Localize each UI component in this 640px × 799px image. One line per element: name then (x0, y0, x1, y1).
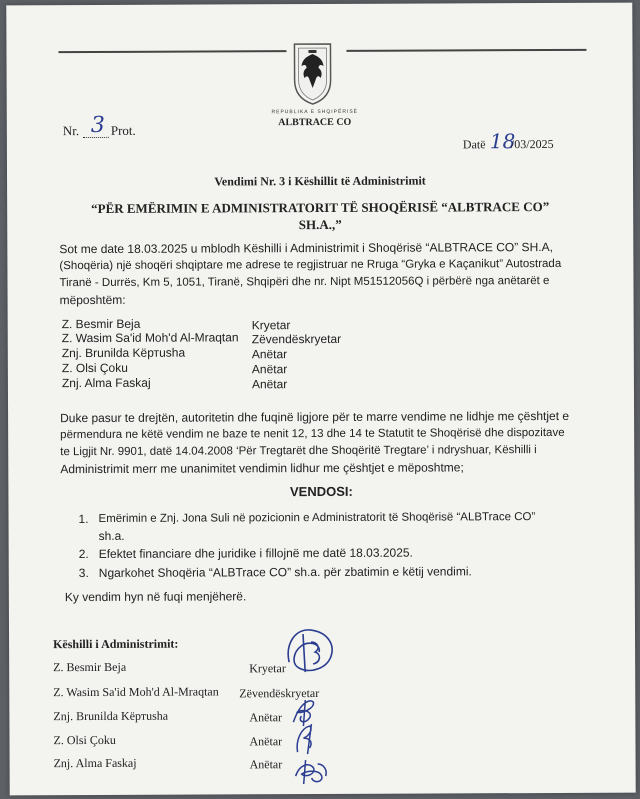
decision-line: Emërimin e Znj. Jona Suli në pozicionin e Administratorit të Shoqërisë “ALBTrace CO” (98, 511, 536, 525)
basis-line: përmendura ne këtë vendim ne baze te nenit 12, 13 dhe 14 te Statutit te Shoqërisë dhe dispozitave (60, 426, 565, 442)
emblem-caption: REPUBLIKA E SHQIPËRISË (271, 108, 358, 116)
date-handwritten-day: 18 (489, 129, 516, 154)
decision-subtitle: “PËR EMËRIMIN E ADMINISTRATORIT TË SHOQËRISË “ALBTRACE CO” (91, 199, 550, 217)
signature-4 (292, 756, 332, 786)
nr-underline (83, 137, 109, 138)
decision-number: 1. (78, 512, 89, 527)
company-name-header: ALBTRACE CO (278, 116, 352, 129)
effect-statement: Ky vendim hyn në fuqi menjëherë. (64, 589, 247, 605)
basis-line: Administrimit merr me unanimitet vendimin lidhur me çështjet e mëposhtme; (60, 460, 464, 477)
signatory-name: Z. Olsi Çoku (53, 732, 116, 748)
decision-text: Ngarkohet Shoqëria “ALBTrace CO” sh.a. për zbatimin e këtij vendimi. (98, 564, 472, 580)
signatory-name: Znj. Brunilda Këртusha (53, 708, 169, 724)
decision-text (98, 509, 598, 545)
signatory-name: Z. Besmir Beja (53, 659, 127, 675)
signatory-role: Zëvendëskryetar (239, 686, 320, 701)
prot-label: Prot. (110, 122, 136, 138)
basis-paragraph (60, 408, 605, 478)
basis-line: Duke pasur te drejtën, autoritetin dhe fuqinë ligjore për te marre vendime ne lidhje me çështjet e (60, 408, 570, 426)
member-name: Z. Olsi Çoku (61, 360, 128, 376)
intro-line: mëposhtëm: (59, 292, 126, 308)
nr-handwritten-value: 3 (90, 112, 105, 139)
signatory-role: Anëtar (249, 710, 283, 725)
signatory-name: Z. Wasim Sa'id Moh'd Al-Mraqtan (53, 684, 219, 700)
nr-label: Nr. (62, 123, 80, 139)
intro-line: Sot me date 18.03.2025 u mblodh Këshilli i Administrimit i Shoqërisë “ALBTRACE CO” SH.A, (59, 239, 553, 257)
intro-paragraph (59, 239, 599, 309)
member-name: Z. Besmir Beja (61, 316, 141, 332)
document-page (6, 3, 635, 796)
basis-line: te Ligjit Nr. 9901, datë 14.04.2008 ‘Për Tregtarët dhe Shoqëritë Tregtare’ i ndryshuar, Këshilli i (60, 444, 537, 459)
header-rule-right (346, 49, 586, 52)
emblem-icon (290, 40, 334, 106)
decision-line: sh.a. (98, 528, 125, 543)
member-name: Znj. Brunilda Këртusha (61, 345, 186, 361)
date-label: Datë (462, 137, 486, 152)
member-role: Anëtar (251, 362, 288, 377)
member-role: Kryetar (251, 318, 291, 333)
decision-title: Vendimi Nr. 3 i Këshillit të Administrimit (214, 173, 426, 189)
signatory-name: Znj. Alma Faskaj (53, 755, 137, 771)
decision-number: 3. (78, 566, 89, 581)
signatures-heading: Këshilli i Administrimit: (53, 636, 179, 652)
member-name: Z. Wasim Sa'id Moh'd Al-Mraqtan (61, 330, 239, 346)
member-name: Znj. Alma Faskaj (61, 375, 151, 391)
decision-number: 2. (78, 547, 89, 562)
intro-line: (Shoqëria) një shoqëri shqiptare me adrese te regjistruar ne Rruga “Gryka e Kaçanikut” Autostrada (59, 257, 562, 273)
signatory-role: Anëtar (249, 757, 283, 772)
member-role: Anëtar (251, 377, 288, 392)
decides-heading: VENDOSI: (289, 483, 353, 500)
signatory-role: Anëtar (249, 734, 283, 749)
signature-1 (281, 622, 341, 680)
signatory-role: Kryetar (249, 661, 286, 676)
header-rule-left (58, 50, 286, 53)
date-rest: /03/2025 (510, 136, 554, 152)
member-role: Anëtar (251, 347, 288, 362)
intro-line: Tiranë - Durrës, Km 5, 1051, Tiranë, Shqipëri dhe nr. Nipt M51512056Q i përbërë nga anëtarët e (59, 275, 550, 290)
decision-subtitle-cont: SH.A.,” (298, 216, 342, 233)
signature-3 (289, 722, 319, 756)
member-role: Zëvendëskryetar (251, 331, 342, 347)
decision-text: Efektet financiare dhe juridike i fillojnë me datë 18.03.2025. (98, 545, 413, 561)
